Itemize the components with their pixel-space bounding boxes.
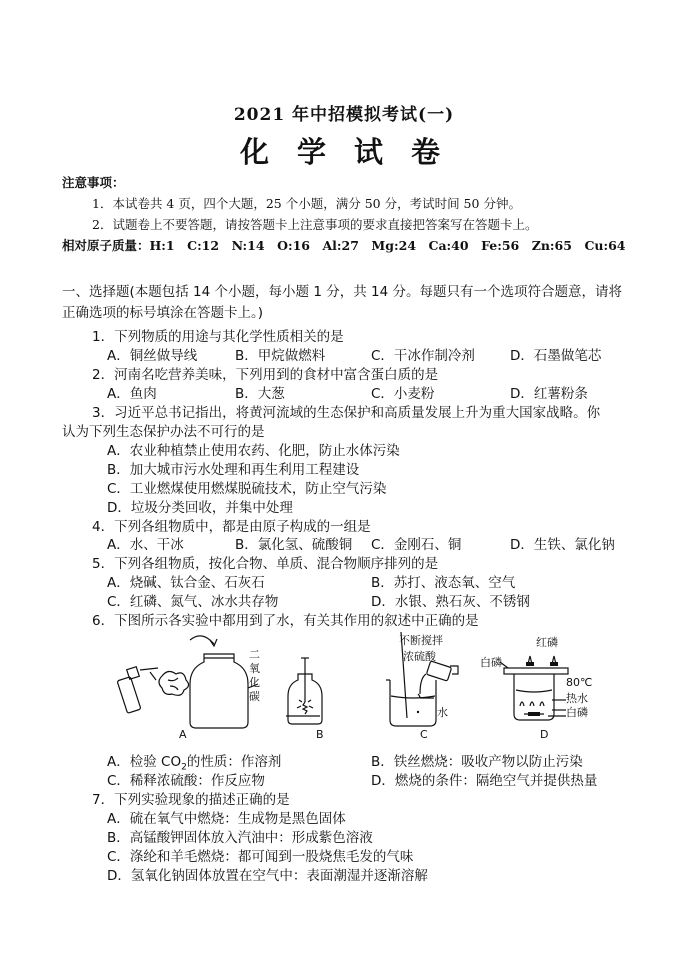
q7-option-a: A．硫在氧气中燃烧：生成物是黑色固体 [107, 811, 346, 827]
q3-stem-line2: 认为下列生态保护办法不可行的是 [62, 424, 265, 440]
figure-red-phosphorus-label: 红磷 [536, 636, 558, 649]
q6-option-a: A．检验 $CO_2$的性质：作溶剂 [107, 754, 282, 773]
figure-label-c: C [420, 728, 428, 741]
figure-co2-label-2: 氧 [249, 662, 260, 675]
q5-option-d: D．水银、熟石灰、不锈钢 [371, 594, 530, 610]
q1-stem: 1．下列物质的用途与其化学性质相关的是 [92, 329, 344, 345]
notes-item-2: 2．试题卷上不要答题，请按答题卡上注意事项的要求直接把答案写在答题卡上。 [92, 217, 538, 232]
q2-option-d: D．红薯粉条 [510, 386, 588, 402]
figure-c-bubble [417, 711, 419, 713]
q2-option-c: C．小麦粉 [371, 386, 435, 402]
q3-option-d: D．垃圾分类回收，并集中处理 [107, 500, 293, 516]
q2-option-a: A．鱼肉 [107, 386, 157, 402]
figure-acid-label: 浓硫酸 [403, 650, 436, 663]
notes-heading: 注意事项： [62, 175, 125, 190]
q5-option-c: C．红磷、氮气、冰水共存物 [107, 594, 279, 610]
q6-option-d: D．燃烧的条件：隔绝空气并提供热量 [371, 773, 598, 789]
notes-item-1: 1．本试卷共 4 页，四个大题，25 个小题，满分 50 分，考试时间 50 分钟。 [92, 196, 521, 211]
q6-option-b: B．铁丝燃烧：吸收产物以防止污染 [371, 754, 583, 770]
q1-option-c: C．干冰作制冷剂 [371, 348, 475, 364]
figure-d-white-phosphorus-bottom [528, 712, 540, 716]
q4-option-c: C．金刚石、铜 [371, 537, 462, 553]
q1-option-b: B．甲烷做燃料 [235, 348, 326, 364]
q5-option-b: B．苏打、液态氧、空气 [371, 575, 516, 591]
figure-d-red-phosphorus [526, 662, 534, 666]
figure-temp-label: 80℃ [566, 676, 593, 689]
figure-water-label: 水 [437, 706, 448, 719]
q7-option-b: B．高锰酸钾固体放入汽油中：形成紫色溶液 [107, 830, 373, 846]
figure-a-arrowhead [210, 639, 217, 646]
q3-stem-line1: 3．习近平总书记指出，将黄河流域的生态保护和高质量发展上升为重大国家战略。你 [92, 405, 601, 421]
q4-stem: 4．下列各组物质中，都是由原子构成的一组是 [92, 519, 371, 535]
q6-experiment-figure [100, 628, 620, 746]
exam-subtitle: 化学试卷 [239, 135, 468, 169]
q4-option-b: B．氯化氢、硫酸铜 [235, 537, 353, 553]
q7-stem: 7．下列实验现象的描述正确的是 [92, 792, 290, 808]
figure-white-phosphorus-left-label: 白磷 [480, 656, 502, 669]
figure-co2-label-1: 二 [249, 648, 260, 661]
q7-option-c: C．涤纶和羊毛燃烧：都可闻到一股烧焦毛发的气味 [107, 849, 414, 865]
figure-b-gas-bottle [286, 658, 322, 724]
figure-co2-label-4: 碳 [249, 690, 260, 703]
figure-a-spray-bottle [117, 667, 158, 714]
q1-option-d: D．石墨做笔芯 [510, 348, 602, 364]
q6-stem: 6．下图所示各实验中都用到了水，有关其作用的叙述中正确的是 [92, 613, 479, 629]
q4-option-d: D．生铁、氯化钠 [510, 537, 615, 553]
q2-stem: 2．河南名吃营养美味，下列用到的食材中富含蛋白质的是 [92, 367, 439, 383]
q5-option-a: A．烧碱、钛合金、石灰石 [107, 575, 265, 591]
figure-a-jar [190, 654, 258, 728]
section1-intro-line1: 一、选择题(本题包括 14 个小题，每小题 1 分，共 14 分。每题只有一个选项符合题意，请将 [62, 284, 622, 300]
q1-option-a: A．铜丝做导线 [107, 348, 198, 364]
figure-c-acid-bottle [420, 661, 458, 694]
q2-option-b: B．大葱 [235, 386, 285, 402]
q3-option-a: A．农业种植禁止使用农药、化肥，防止水体污染 [107, 443, 400, 459]
section1-intro-line2: 正确选项的标号填涂在答题卡上。) [62, 305, 264, 321]
q5-stem: 5．下列各组物质，按化合物、单质、混合物顺序排列的是 [92, 556, 439, 572]
figure-a-paper-flower [159, 671, 189, 695]
figure-co2-label-3: 化 [249, 676, 260, 689]
q6-option-c: C．稀释浓硫酸：作反应物 [107, 773, 265, 789]
figure-label-b: B [316, 728, 324, 741]
figure-label-a: A [179, 728, 187, 741]
atomic-mass-line: 相对原子质量：H:1 C:12 N:14 O:16 Al:27 Mg:24 Ca:40 Fe:56 Zn:65 Cu:64 [62, 238, 626, 253]
figure-white-phosphorus-bottom-label: 白磷 [566, 706, 588, 719]
q7-option-d: D．氢氧化钠固体放置在空气中：表面潮湿并逐渐溶解 [107, 868, 428, 884]
q4-option-a: A．水、干冰 [107, 537, 184, 553]
figure-d-white-phosphorus-top [550, 662, 558, 666]
figure-stir-label: 不断搅拌 [399, 634, 443, 647]
figure-hot-water-label: 热水 [566, 692, 588, 705]
exam-title: 2021 年中招模拟考试(一) [233, 105, 455, 125]
q3-option-b: B．加大城市污水处理和再生利用工程建设 [107, 462, 360, 478]
q3-option-c: C．工业燃煤使用燃煤脱硫技术，防止空气污染 [107, 481, 387, 497]
figure-label-d: D [540, 728, 549, 741]
